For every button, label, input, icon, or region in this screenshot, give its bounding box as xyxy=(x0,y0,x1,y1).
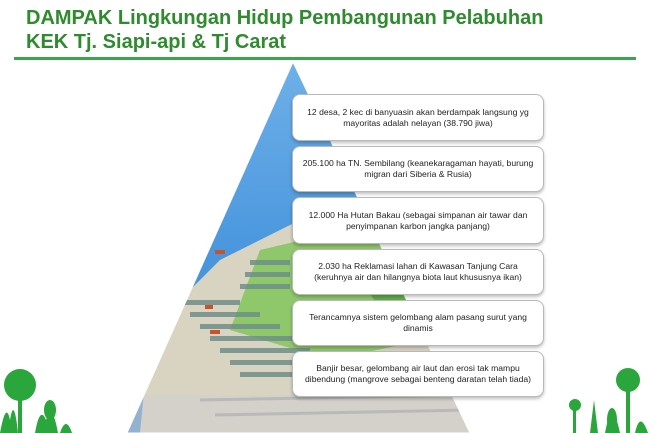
impact-text: 12.000 Ha Hutan Bakau (sebagai simpanan air tawar dan penyimpanan karbon jangka panjang) xyxy=(308,209,528,231)
title-line-1: DAMPAK Lingkungan Hidup Pembangunan Pelabuhan xyxy=(26,7,544,29)
impact-text: 12 desa, 2 kec di banyuasin akan berdampak langsung yg mayoritas adalah nelayan (38.790 jiwa) xyxy=(307,106,529,128)
impact-card-reclamation xyxy=(292,249,544,295)
impact-card-flooding xyxy=(292,351,544,397)
impact-card-national-park xyxy=(292,146,544,192)
impact-text: Banjir besar, gelombang air laut dan erosi tak mampu dibendung (mangrove sebagai benteng daratan telah tiada) xyxy=(305,363,531,384)
impact-card-mangrove xyxy=(292,197,544,244)
impact-text: 2.030 ha Reklamasi lahan di Kawasan Tanjung Cara (keruhnya air dan hilangnya biota laut khususnya ikan) xyxy=(314,261,522,282)
impact-text: 205.100 ha TN. Sembilang (keanekaragaman hayati, burung migran dari Siberia & Rusia) xyxy=(302,158,534,179)
impact-card-villages xyxy=(292,94,544,141)
impact-text: Terancamnya sistem gelombang alam pasang surut yang dinamis xyxy=(309,312,527,333)
impact-card-tides xyxy=(292,300,544,346)
title-line-2: KEK Tj. Siapi-api & Tj Carat xyxy=(26,31,287,53)
